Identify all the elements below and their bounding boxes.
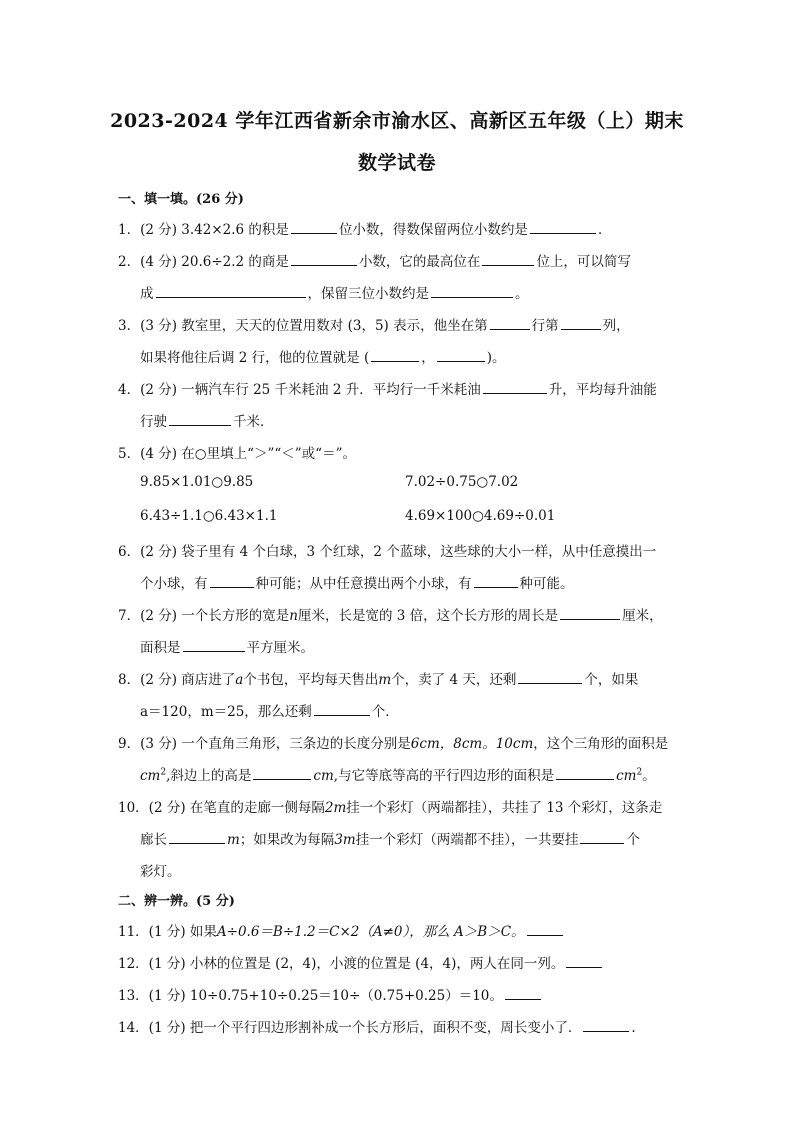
answer-blank[interactable] bbox=[183, 637, 245, 652]
answer-blank[interactable] bbox=[371, 347, 419, 362]
question-4-cont: 行驶 千米． bbox=[140, 410, 700, 430]
answer-blank[interactable] bbox=[583, 1017, 629, 1032]
question-10: 10．(2 分) 在笔直的走廊一侧每隔2m挂一个彩灯（两端都挂），共挂了 13 个彩灯，这条走 bbox=[118, 800, 663, 816]
question-12: 12．(1 分) 小林的位置是 (2，4)，小渡的位置是 (4，4)，两人在同一列。 bbox=[118, 952, 678, 972]
answer-blank[interactable] bbox=[566, 953, 602, 968]
answer-blank[interactable] bbox=[580, 829, 624, 844]
answer-blank[interactable] bbox=[169, 829, 225, 844]
question-14: 14．(1 分) 把一个平行四边形割补成一个长方形后，面积不变，周长变小了． . bbox=[118, 1016, 678, 1036]
compare-item-4: 4.69×100○4.69÷0.01 bbox=[405, 508, 556, 524]
exam-title-line2: 数学试卷 bbox=[357, 152, 436, 174]
question-8: 8．(2 分) 商店进了a个书包，平均每天售出m个，卖了 4 天，还剩 个，如果 bbox=[118, 668, 678, 688]
question-10-cont2: 彩灯。 bbox=[140, 864, 181, 880]
compare-item-1: 9.85×1.01○9.85 bbox=[140, 474, 254, 490]
answer-blank[interactable] bbox=[518, 669, 582, 684]
question-8-cont: a＝120，m＝25，那么还剩 个． bbox=[140, 700, 700, 720]
question-7-cont: 面积是 平方厘米。 bbox=[140, 636, 700, 656]
answer-blank[interactable] bbox=[483, 379, 547, 394]
question-5: 5．(4 分) 在○里填上“＞”“＜”或“＝”。 bbox=[118, 446, 356, 462]
answer-blank[interactable] bbox=[490, 315, 530, 330]
question-4: 4．(2 分) 一辆汽车行 25 千米耗油 2 升．平均行一千米耗油 升，平均每升油能 bbox=[118, 378, 678, 398]
section-true-false: 二、辨一辨。(5 分) bbox=[118, 894, 235, 909]
answer-blank[interactable] bbox=[156, 283, 306, 298]
answer-blank[interactable] bbox=[556, 765, 614, 780]
answer-blank[interactable] bbox=[474, 573, 518, 588]
question-2-cont: 成 ，保留三位小数约是 。 bbox=[140, 282, 700, 302]
answer-blank[interactable] bbox=[482, 251, 534, 266]
answer-blank[interactable] bbox=[169, 411, 231, 426]
question-13: 13．(1 分) 10÷0.75+10÷0.25＝10÷（0.75+0.25）＝10。 bbox=[118, 984, 678, 1004]
question-2: 2．(4 分) 20.6÷2.2 的商是 小数，它的最高位在 位上，可以简写 bbox=[118, 250, 678, 270]
question-6: 6．(2 分) 袋子里有 4 个白球，3 个红球，2 个蓝球，这些球的大小一样，从中任意摸出一 bbox=[118, 544, 657, 560]
answer-blank[interactable] bbox=[560, 605, 620, 620]
answer-blank[interactable] bbox=[291, 251, 357, 266]
compare-item-3: 6.43÷1.1○6.43×1.1 bbox=[140, 508, 278, 524]
answer-blank[interactable] bbox=[530, 219, 596, 234]
question-11: 11．(1 分) 如果A÷0.6＝B÷1.2＝C×2（A≠0），那么 A＞B＞C。 bbox=[118, 920, 678, 940]
answer-blank[interactable] bbox=[437, 347, 485, 362]
question-3-cont: 如果将他往后调 2 行，他的位置就是 ( ， )。 bbox=[140, 346, 700, 366]
question-6-cont: 个小球，有 种可能；从中任意摸出两个小球，有 种可能。 bbox=[140, 572, 700, 592]
question-3: 3．(3 分) 教室里，天天的位置用数对 (3，5) 表示，他坐在第 行第 列， bbox=[118, 314, 678, 334]
answer-blank[interactable] bbox=[210, 573, 254, 588]
answer-blank[interactable] bbox=[314, 701, 370, 716]
answer-blank[interactable] bbox=[561, 315, 601, 330]
answer-blank[interactable] bbox=[527, 921, 563, 936]
section-fill-in: 一、填一填。(26 分) bbox=[118, 192, 244, 207]
compare-item-2: 7.02÷0.75○7.02 bbox=[405, 474, 519, 490]
exam-title-line1: 2023-2024 学年江西省新余市渝水区、高新区五年级（上）期末 bbox=[110, 110, 684, 132]
answer-blank[interactable] bbox=[431, 283, 513, 298]
answer-blank[interactable] bbox=[505, 985, 541, 1000]
question-9: 9．(3 分) 一个直角三角形，三条边的长度分别是6cm，8cm。10cm，这个三角形的面积是 bbox=[118, 736, 669, 752]
question-9-cont: $cm^2$,斜边上的高是 cm,与它等底等高的平行四边形的面积是 $cm^2$。 bbox=[140, 764, 700, 784]
question-1: 1．(2 分) 3.42×2.6 的积是 位小数，得数保留两位小数约是 ． bbox=[118, 218, 678, 238]
question-7: 7．(2 分) 一个长方形的宽是n厘米，长是宽的 3 倍，这个长方形的周长是 厘米， bbox=[118, 604, 678, 624]
question-10-cont: 廊长 m；如果改为每隔3m挂一个彩灯（两端都不挂），一共要挂 个 bbox=[140, 828, 700, 848]
answer-blank[interactable] bbox=[291, 219, 337, 234]
answer-blank[interactable] bbox=[253, 765, 311, 780]
